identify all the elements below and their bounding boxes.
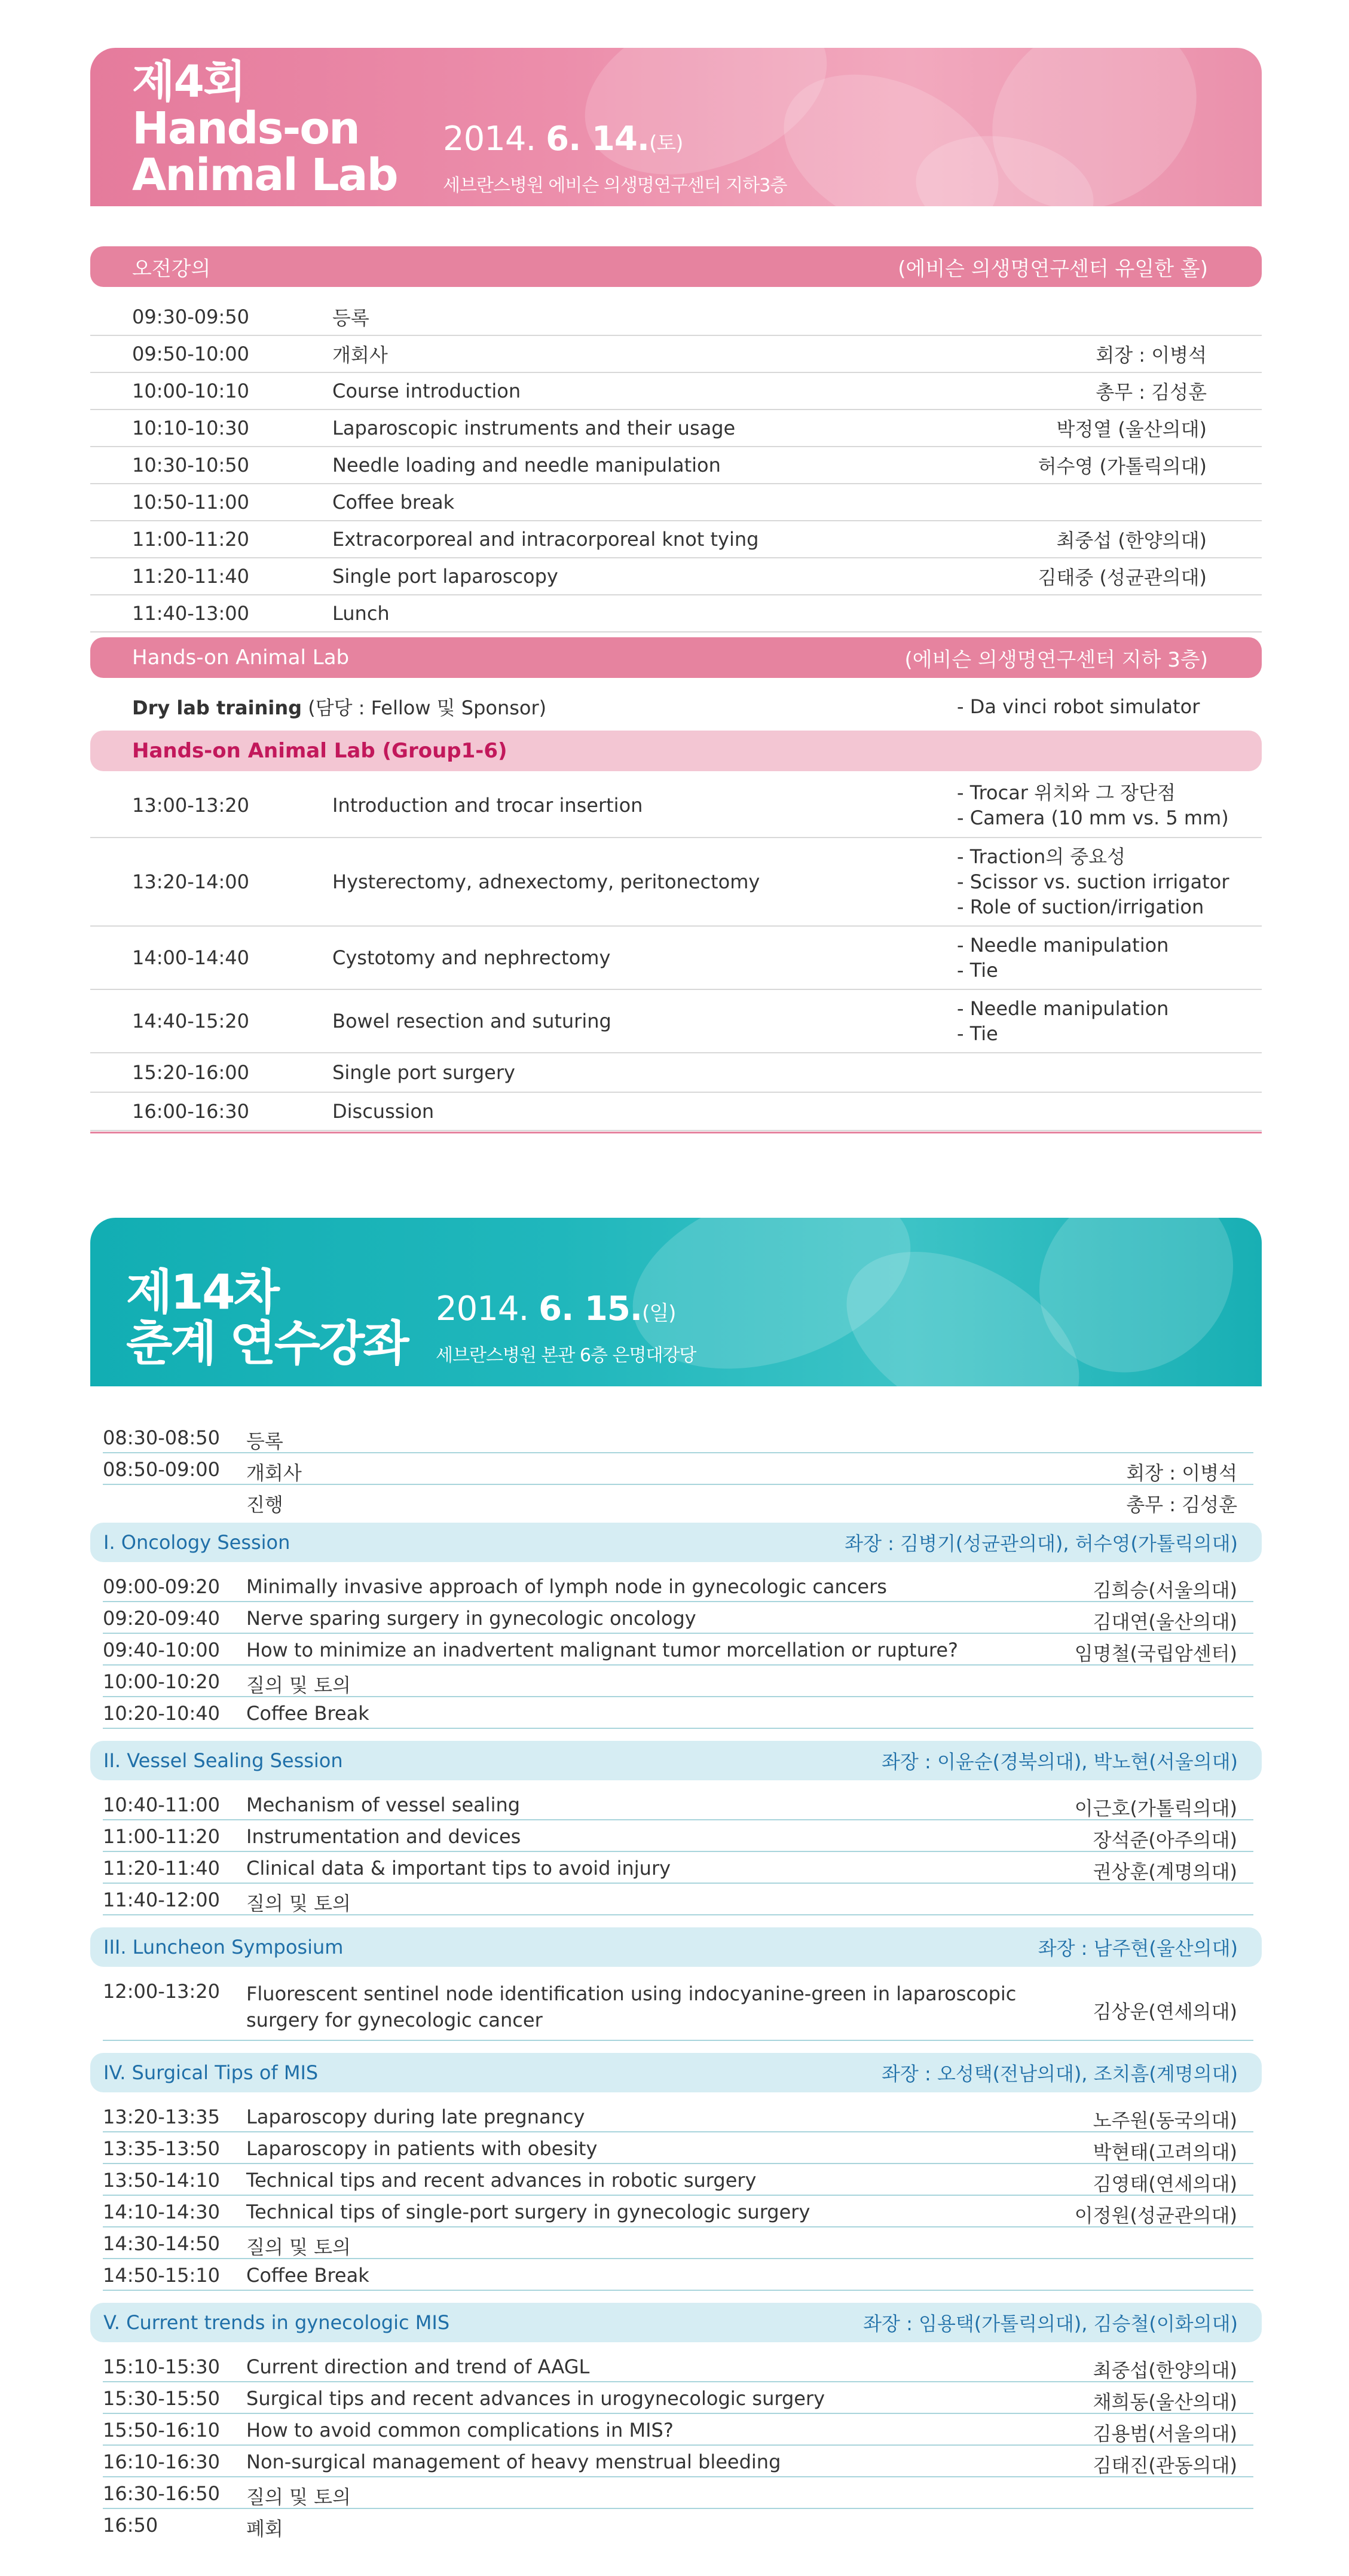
program-time: 08:50-09:00 [103, 1458, 220, 1481]
program-row [103, 1485, 1253, 1517]
morning-lecture-bar [90, 246, 1262, 287]
session-time: 10:30-10:50 [132, 454, 249, 476]
session-bar [90, 2303, 1262, 2342]
session-title: Lunch [332, 602, 390, 625]
program-speaker: 김상운(연세의대) [1093, 2000, 1237, 2023]
morning-bar-venue: (에비슨 의생명연구센터 유일한 홀) [898, 256, 1208, 281]
program-row [103, 2351, 1253, 2382]
session-speaker: 최중섭 (한양의대) [1056, 529, 1207, 552]
program-title: 질의 및 토의 [246, 1892, 351, 1915]
program-speaker: 김희승(서울의대) [1093, 1579, 1237, 1602]
program-row [103, 1453, 1253, 1485]
session-time: 11:20-11:40 [132, 565, 249, 588]
section2-title-line2: 춘계 연수강좌 [126, 1316, 408, 1371]
program-title: How to avoid common complications in MIS? [246, 2419, 674, 2441]
program-row [103, 1852, 1253, 1884]
program-row [103, 2196, 1253, 2227]
lab-title: Introduction and trocar insertion [332, 794, 643, 817]
program-time: 15:50-16:10 [103, 2419, 220, 2441]
program-row [103, 1634, 1253, 1666]
session-title: Coffee break [332, 491, 455, 514]
program-speaker: 총무 : 김성훈 [1126, 1493, 1237, 1516]
morning-row [90, 595, 1262, 632]
lab-notes [957, 996, 1168, 1046]
program-time: 14:50-15:10 [103, 2264, 220, 2287]
lab-row [90, 990, 1262, 1053]
program-title-line2: surgery for gynecologic cancer [246, 2009, 543, 2031]
session-chair: 좌장 : 이윤순(경북의대), 박노현(서울의대) [882, 1750, 1238, 1773]
section1-title [132, 56, 397, 201]
session-title: Laparoscopic instruments and their usage [332, 417, 736, 439]
session-name: III. Luncheon Symposium [103, 1936, 344, 1958]
program-time: 11:00-11:20 [103, 1825, 220, 1848]
session-name: I. Oncology Session [103, 1531, 290, 1554]
program-title: Clinical data & important tips to avoid injury [246, 1857, 671, 1880]
program-row [103, 1697, 1253, 1729]
session-name: IV. Surgical Tips of MIS [103, 2061, 319, 2084]
program-row [103, 2227, 1253, 2259]
lab-note: - Tie [957, 959, 998, 982]
lab-note: - Trocar 위치와 그 장단점 [957, 781, 1176, 804]
program-row [103, 1422, 1253, 1453]
session-speaker: 허수영 (가톨릭의대) [1038, 455, 1207, 478]
lab-row [90, 1053, 1262, 1093]
session-time: 09:30-09:50 [132, 305, 249, 328]
morning-row [90, 558, 1262, 595]
program-title: 질의 및 토의 [246, 1674, 351, 1697]
program-title: Minimally invasive approach of lymph node in gynecologic cancers [246, 1575, 887, 1598]
program-speaker: 회장 : 이병석 [1126, 1462, 1237, 1484]
session-speaker: 총무 : 김성훈 [1096, 381, 1207, 404]
morning-bar-label: 오전강의 [132, 256, 211, 281]
lab-notes [957, 780, 1229, 830]
session-chair: 좌장 : 임용택(가톨릭의대), 김승철(이화의대) [863, 2312, 1238, 2335]
program-time: 10:00-10:20 [103, 1670, 220, 1693]
session-bar [90, 2053, 1262, 2092]
program-time: 13:20-13:35 [103, 2106, 220, 2128]
program-row [103, 2132, 1253, 2164]
session-time: 11:00-11:20 [132, 528, 249, 551]
program-time: 15:30-15:50 [103, 2387, 220, 2410]
morning-row [90, 373, 1262, 410]
lab-title: Hysterectomy, adnexectomy, peritonectomy [332, 870, 760, 893]
lab-row [90, 927, 1262, 990]
program-title: Coffee Break [246, 1702, 369, 1725]
program-time: 10:40-11:00 [103, 1793, 220, 1816]
program-time: 09:00-09:20 [103, 1575, 220, 1598]
program-speaker: 이정원(성균관의대) [1074, 2204, 1237, 2227]
lab-time: 13:20-14:00 [132, 870, 249, 893]
animal-lab-bar [90, 637, 1262, 678]
session-bar [90, 1523, 1262, 1562]
program-row [103, 1570, 1253, 1602]
program-row [103, 2259, 1253, 2291]
program-title: Fluorescent sentinel node identification using indocyanine-green in laparoscopic [246, 1982, 1017, 2005]
program-speaker: 김대연(울산의대) [1093, 1611, 1237, 1633]
session-chair: 좌장 : 남주현(울산의대) [1038, 1937, 1238, 1960]
section1-venue: 세브란스병원 에비슨 의생명연구센터 지하3층 [443, 175, 787, 196]
session-title: Extracorporeal and intracorporeal knot tying [332, 528, 759, 551]
session-title: Course introduction [332, 380, 521, 402]
lab-note: - Tie [957, 1022, 998, 1045]
morning-row [90, 447, 1262, 484]
program-speaker: 김용범(서울의대) [1093, 2422, 1237, 2445]
program-row [103, 1884, 1253, 1915]
lab-note: - Needle manipulation [957, 997, 1169, 1020]
program-row [103, 2446, 1253, 2477]
program-time: 14:10-14:30 [103, 2201, 220, 2223]
program-speaker: 김영태(연세의대) [1093, 2172, 1237, 2195]
session-title: Single port laparoscopy [332, 565, 558, 588]
session-title: 개회사 [332, 344, 388, 366]
program-title: 질의 및 토의 [246, 2236, 351, 2259]
program-speaker: 최중섭(한양의대) [1093, 2359, 1237, 2382]
section1-date: 2014. 6. 14.(토) [443, 120, 683, 158]
morning-row [90, 336, 1262, 373]
program-row [103, 1975, 1253, 2041]
lab-row [90, 1093, 1262, 1131]
program-title: Technical tips of single-port surgery in gynecologic surgery [246, 2201, 810, 2223]
program-title: 개회사 [246, 1462, 302, 1484]
group-bar-label: Hands-on Animal Lab (Group1-6) [132, 739, 507, 763]
program-row [103, 2101, 1253, 2132]
section1-title-line2: Hands-on [132, 103, 359, 154]
section1-banner [90, 48, 1262, 206]
session-speaker: 박정열 (울산의대) [1056, 418, 1207, 441]
program-title: Laparoscopy in patients with obesity [246, 2137, 598, 2160]
section2-title [126, 1264, 408, 1371]
program-speaker: 노주원(동국의대) [1093, 2109, 1237, 2132]
program-time: 10:20-10:40 [103, 1702, 220, 1725]
group-bar [90, 731, 1262, 771]
program-title: Mechanism of vessel sealing [246, 1793, 521, 1816]
lab-time: 14:40-15:20 [132, 1010, 249, 1032]
section2-date: 2014. 6. 15.(일) [436, 1289, 676, 1328]
section1-end-rule [90, 1132, 1262, 1133]
program-time: 13:50-14:10 [103, 2169, 220, 2192]
lab-time: 15:20-16:00 [132, 1061, 249, 1084]
program-time: 16:50 [103, 2514, 158, 2537]
program-speaker: 임명철(국립암센터) [1074, 1642, 1237, 1665]
program-speaker: 김태진(관동의대) [1093, 2454, 1237, 2477]
lab-time: 16:00-16:30 [132, 1100, 249, 1123]
program-speaker: 장석준(아주의대) [1093, 1829, 1237, 1851]
program-time: 15:10-15:30 [103, 2355, 220, 2378]
program-speaker: 박현태(고려의대) [1093, 2141, 1237, 2164]
program-row [103, 2477, 1253, 2509]
program-time: 14:30-14:50 [103, 2232, 220, 2255]
program-title: 폐회 [246, 2517, 283, 2540]
program-title: How to minimize an inadvertent malignant tumor morcellation or rupture? [246, 1639, 959, 1661]
program-time: 09:20-09:40 [103, 1607, 220, 1630]
session-speaker: 회장 : 이병석 [1096, 344, 1207, 366]
morning-row [90, 521, 1262, 558]
lab-time: 14:00-14:40 [132, 946, 249, 969]
lab-note: - Traction의 중요성 [957, 845, 1126, 868]
program-time: 08:30-08:50 [103, 1426, 220, 1449]
session-title: 등록 [332, 307, 369, 329]
program-time: 13:35-13:50 [103, 2137, 220, 2160]
lab-time: 13:00-13:20 [132, 794, 249, 817]
program-speaker: 이근호(가톨릭의대) [1074, 1797, 1237, 1820]
lab-title: Bowel resection and suturing [332, 1010, 611, 1032]
program-title: 질의 및 토의 [246, 2486, 351, 2508]
program-title: 등록 [246, 1430, 283, 1453]
section2-banner [90, 1218, 1262, 1386]
session-time: 10:50-11:00 [132, 491, 249, 514]
session-time: 09:50-10:00 [132, 343, 249, 365]
session-speaker: 김태중 (성균관의대) [1038, 566, 1207, 589]
session-name: II. Vessel Sealing Session [103, 1749, 343, 1772]
lab-note: - Camera (10 mm vs. 5 mm) [957, 806, 1229, 829]
dry-lab-detail: (담당 : Fellow 및 Sponsor) [302, 696, 547, 719]
lab-row [90, 838, 1262, 927]
section1-title-line1: 제4회 [132, 56, 245, 108]
session-chair: 좌장 : 김병기(성균관의대), 허수영(가톨릭의대) [845, 1532, 1238, 1555]
dry-lab-note: - Da vinci robot simulator [957, 695, 1200, 718]
session-title: Needle loading and needle manipulation [332, 454, 721, 476]
program-row [103, 1789, 1253, 1820]
lab-title: Cystotomy and nephrectomy [332, 946, 611, 969]
program-title: Nerve sparing surgery in gynecologic oncology [246, 1607, 696, 1630]
lab-note: - Scissor vs. suction irrigator [957, 870, 1229, 893]
lab-row [90, 774, 1262, 838]
program-row [103, 1666, 1253, 1697]
lab-notes [957, 933, 1168, 983]
morning-row [90, 299, 1262, 336]
section2-venue: 세브란스병원 본관 6층 은명대강당 [436, 1345, 696, 1366]
program-title: Coffee Break [246, 2264, 369, 2287]
dry-lab-title: Dry lab training [132, 696, 302, 719]
program-title: Technical tips and recent advances in robotic surgery [246, 2169, 757, 2192]
program-row [103, 1602, 1253, 1634]
program-row [103, 1820, 1253, 1852]
lab-notes [957, 844, 1229, 919]
section2-title-line1: 제14차 [126, 1264, 278, 1320]
program-speaker: 채희동(울산의대) [1093, 2391, 1237, 2413]
session-bar [90, 1927, 1262, 1967]
program-time: 11:40-12:00 [103, 1889, 220, 1911]
program-title: Laparoscopy during late pregnancy [246, 2106, 585, 2128]
session-bar [90, 1741, 1262, 1780]
session-name: V. Current trends in gynecologic MIS [103, 2311, 450, 2334]
lab-title: Single port surgery [332, 1061, 515, 1084]
program-speaker: 권상훈(계명의대) [1093, 1860, 1237, 1883]
program-row [103, 2414, 1253, 2446]
session-time: 11:40-13:00 [132, 602, 249, 625]
program-time: 16:10-16:30 [103, 2450, 220, 2473]
program-time: 11:20-11:40 [103, 1857, 220, 1880]
program-row [103, 2382, 1253, 2414]
animal-lab-bar-venue: (에비슨 의생명연구센터 지하 3층) [904, 647, 1208, 672]
program-time: 16:30-16:50 [103, 2482, 220, 2505]
lab-title: Discussion [332, 1100, 435, 1123]
animal-lab-bar-label: Hands-on Animal Lab [132, 646, 350, 670]
dry-lab-row [90, 686, 1262, 727]
program-title: Instrumentation and devices [246, 1825, 521, 1848]
program-title: Non-surgical management of heavy menstrual bleeding [246, 2450, 781, 2473]
program-title: Surgical tips and recent advances in urogynecologic surgery [246, 2387, 825, 2410]
program-title: 진행 [246, 1493, 283, 1516]
session-chair: 좌장 : 오성택(전남의대), 조치흠(계명의대) [882, 2062, 1238, 2085]
session-time: 10:00-10:10 [132, 380, 249, 402]
program-row [103, 2164, 1253, 2196]
morning-row [90, 484, 1262, 521]
section1-title-line3: Animal Lab [132, 149, 397, 201]
lab-note: - Needle manipulation [957, 934, 1169, 957]
lab-note: - Role of suction/irrigation [957, 896, 1204, 918]
program-time: 09:40-10:00 [103, 1639, 220, 1661]
session-time: 10:10-10:30 [132, 417, 249, 439]
program-title: Current direction and trend of AAGL [246, 2355, 590, 2378]
morning-row [90, 410, 1262, 447]
program-row [103, 2509, 1253, 2541]
program-time: 12:00-13:20 [103, 1980, 220, 2003]
